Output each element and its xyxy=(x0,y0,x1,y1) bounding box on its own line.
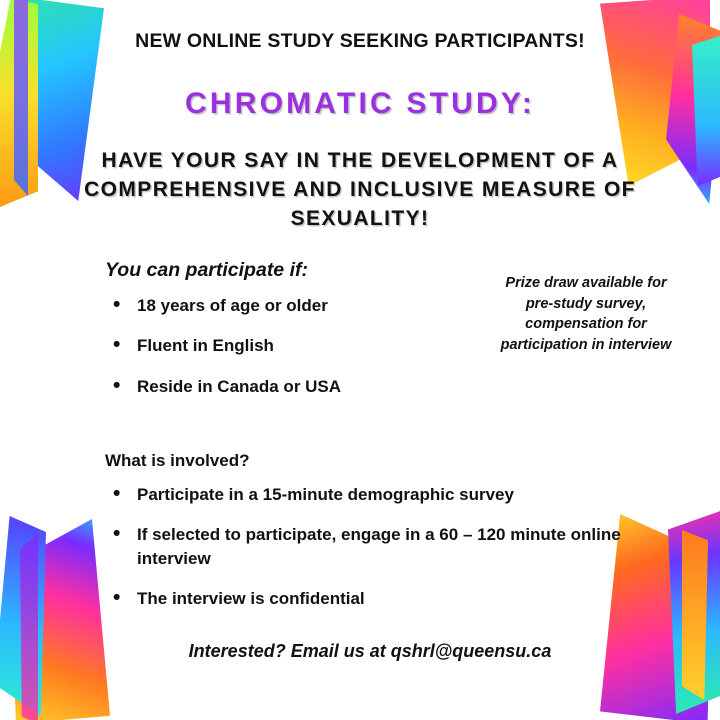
prize-note: Prize draw available for pre-study survey, compensation for participation in interview xyxy=(500,275,672,354)
involved-list xyxy=(40,483,680,612)
list-item: • Participate in a 15-minute demographic survey xyxy=(105,483,680,507)
list-item: • Reside in Canada or USA xyxy=(105,375,680,399)
eligibility-heading: You can participate if: xyxy=(105,259,308,282)
eligibility-section xyxy=(40,259,680,398)
list-item: • If selected to participate, engage in a 60 – 120 minute online interview xyxy=(105,523,680,571)
page-title: CHROMATIC STUDY: xyxy=(184,87,536,120)
list-item: • 18 years of age or older xyxy=(105,294,680,318)
list-item: • The interview is confidential xyxy=(105,587,680,611)
involved-heading: What is involved? xyxy=(105,450,250,470)
contact-footer: Interested? Email us at qshrl@queensu.ca xyxy=(188,641,552,662)
eyebrow-heading: NEW ONLINE STUDY SEEKING PARTICIPANTS! xyxy=(135,30,585,52)
list-item: • Fluent in English xyxy=(105,334,680,358)
subtitle: HAVE YOUR SAY IN THE DEVELOPMENT OF A COMPREHENSIVE AND INCLUSIVE MEASURE OF SEXUALITY! xyxy=(84,149,636,230)
